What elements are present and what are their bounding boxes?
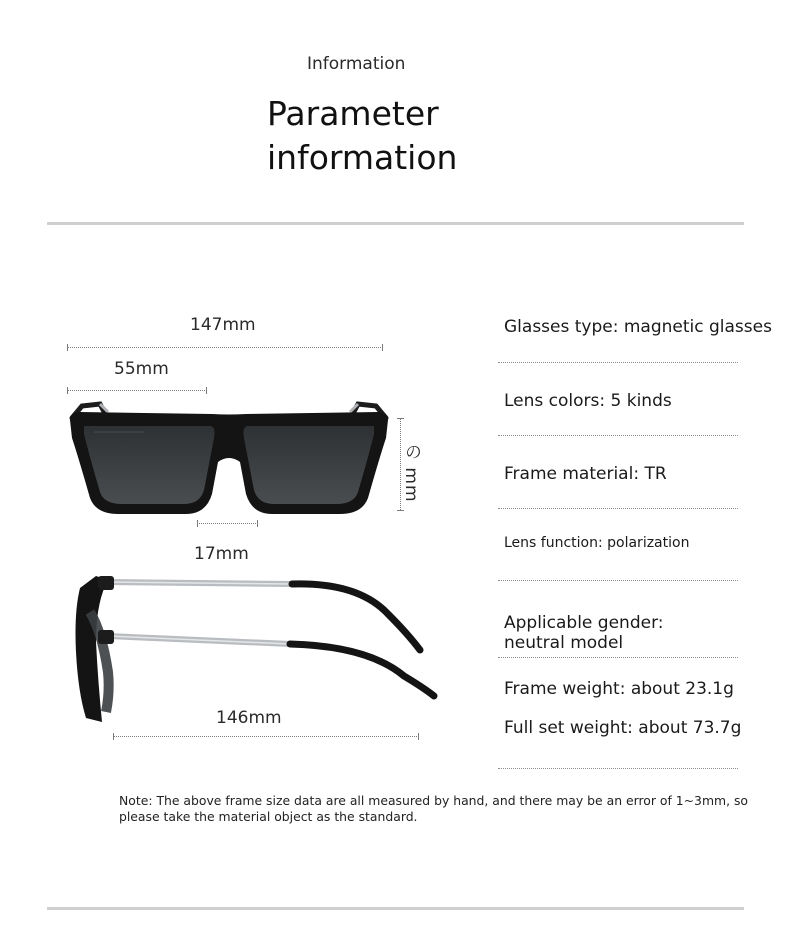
temple-length-line bbox=[113, 736, 419, 737]
temple-length-tick-right bbox=[418, 733, 419, 740]
total-width-tick-left bbox=[67, 344, 68, 351]
bridge-width-tick-right bbox=[257, 520, 258, 527]
lens-width-tick-right bbox=[206, 387, 207, 394]
temple-length-tick-left bbox=[113, 733, 114, 740]
spec-separator bbox=[498, 768, 738, 769]
spec-glasses-type: Glasses type: magnetic glasses bbox=[504, 317, 772, 337]
spec-frame-material: Frame material: TR bbox=[504, 464, 667, 484]
spec-lens-colors: Lens colors: 5 kinds bbox=[504, 391, 672, 411]
bottom-divider bbox=[47, 907, 744, 910]
measurement-note: Note: The above frame size data are all measured by hand, and there may be an error of 1~3mm, so please take the material object as the standard. bbox=[119, 793, 748, 824]
lens-height-tick-bottom bbox=[397, 510, 404, 511]
bridge-width-line bbox=[197, 523, 258, 524]
spec-separator bbox=[498, 580, 738, 581]
lens-width-label: 55mm bbox=[114, 359, 169, 379]
spec-separator bbox=[498, 362, 738, 363]
sunglasses-front-icon bbox=[64, 398, 394, 522]
spec-full-set-weight: Full set weight: about 73.7g bbox=[504, 718, 742, 738]
page-title-line1: Parameter bbox=[267, 94, 439, 133]
top-divider bbox=[47, 222, 744, 225]
bridge-width-tick-left bbox=[197, 520, 198, 527]
lens-height-label: の mm bbox=[401, 443, 421, 503]
spec-frame-weight: Frame weight: about 23.1g bbox=[504, 679, 734, 699]
total-width-line bbox=[67, 347, 383, 348]
spec-applicable-gender: Applicable gender: neutral model bbox=[504, 613, 664, 653]
lens-width-tick-left bbox=[67, 387, 68, 394]
page-title bbox=[267, 92, 457, 180]
temple-length-label: 146mm bbox=[216, 708, 282, 728]
lens-height-tick-top bbox=[397, 418, 404, 419]
spec-lens-function: Lens function: polarization bbox=[504, 535, 690, 551]
spec-separator bbox=[498, 435, 738, 436]
page-title-line2: information bbox=[267, 138, 458, 177]
section-subtitle: Information bbox=[307, 54, 406, 74]
bridge-width-label: 17mm bbox=[194, 544, 249, 564]
lens-width-line bbox=[67, 390, 207, 391]
total-width-label: 147mm bbox=[190, 315, 256, 335]
spec-separator bbox=[498, 508, 738, 509]
spec-separator bbox=[498, 657, 738, 658]
total-width-tick-right bbox=[382, 344, 383, 351]
sunglasses-side-icon bbox=[68, 572, 440, 724]
